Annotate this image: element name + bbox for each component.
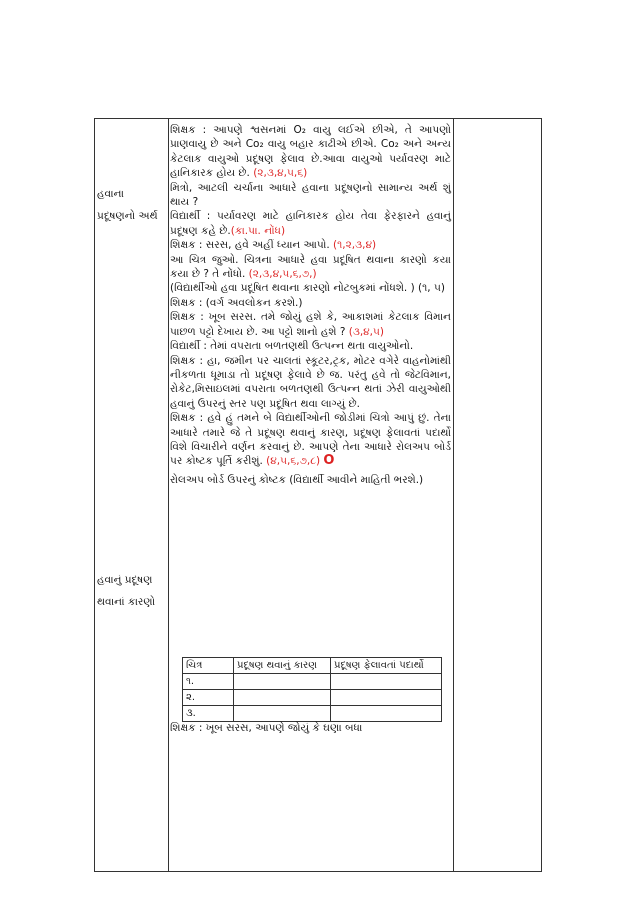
paragraph: આ ચિત્ર જુઓ. ચિત્રના આધારે હવા પ્રદૂષિત થવાના કારણો કયા કયા છે ? તે નોંધો. (૨,૩,૪,૫,૬,૭,)	[170, 253, 451, 281]
reference-code: (કા.પા. નોંધ)	[230, 224, 286, 237]
rollup-board-table	[182, 657, 442, 722]
row-label-air-pollution-meaning	[97, 183, 167, 227]
paragraph: (વિદ્યાર્થીઓ હવા પ્રદૂષિત થવાના કારણો નોટબુકમાં નોંધશે. ) (૧, ૫)	[170, 282, 445, 295]
table-cell: ૩.	[183, 706, 234, 722]
table-row	[183, 690, 442, 706]
paragraph: શિક્ષક : હા, જમીન પર ચાલતાં સ્કૂટર,ટ્રક, મોટર વગેરે વાહનોમાંથી નીકળતા ધૂમાડા તો પ્રદૂષણ ફેલાવે છે જ. પરંતુ હવે તો જેટવિમાન, રોકેટ,મિસાઇલમાં વપરાતા બળતણથી ઉત્પન્ન થતાં ઝેરી વાયુઓથી હવાનું ઉપરનું સ્તર પણ પ્રદૂષિત થવા લાગ્યું છે.	[170, 354, 451, 410]
row-label-line: પ્રદૂષણનો અર્થ	[97, 210, 158, 222]
lesson-content	[170, 123, 451, 487]
reference-code: (૧,૨,૩,૪)	[333, 239, 377, 252]
row-label-air-pollution-causes	[97, 569, 167, 613]
paragraph: મિત્રો, આટલી ચર્ચાના આધારે હવાના પ્રદૂષણનો સામાન્ય અર્થ શું થાય ?	[170, 181, 451, 209]
paragraph: વિદ્યાર્થી : તેમાં વપરાતા બળતણથી ઉત્પન્ન થતા વાયુઓનો.	[170, 340, 414, 353]
paragraph: શિક્ષક : આપણે શ્વસનમાં O₂ વાયુ લઈએ છીએ, તે આપણો પ્રાણવાયુ છે અને Co₂ વાયુ બહાર કાઢીએ છીએ. Co₂ અને અન્ય કેટલાક વાયુઓ પ્રદૂષણ ફેલાવ છે.આવા વાયુઓ પર્યાવરણ માટે હાનિકારક હોય છે. (૨,૩,૪,૫,૬)	[170, 124, 451, 180]
paragraph: રોલઅપ બોર્ડ ઉપરનું કોષ્ટક (વિદ્યાર્થી આવીને માહિતી ભરશે.)	[170, 473, 424, 486]
table-cell: ૧.	[183, 674, 234, 690]
paragraph: શિક્ષક : (વર્ગ અવલોકન કરશે.)	[170, 296, 303, 309]
table-cell: ૨.	[183, 690, 234, 706]
table-row	[183, 706, 442, 722]
lesson-table	[94, 118, 542, 872]
paragraph: શિક્ષક : ખૂબ સરસ. તમે જોયું હશે કે, આકાશમાં કેટલાક વિમાન પાછળ પટ્ટો દેખાય છે. આ પટ્ટો શાનો હશે ? (૩,૪,૫)	[170, 311, 451, 338]
table-row	[183, 674, 442, 690]
row-label-line: હવાનું પ્રદૂષણ	[97, 574, 153, 586]
reference-code: (૨,૩,૪,૫,૬,૭,)	[248, 268, 317, 281]
table-header: પ્રદૂષણ ફેલાવતાં પદાર્થો	[331, 658, 442, 674]
table-header: ચિત્ર	[183, 658, 234, 674]
column-divider	[168, 119, 169, 871]
circle-mark: O	[323, 453, 335, 469]
row-label-line: હવાના	[97, 188, 124, 200]
paragraph: શિક્ષક : સરસ, હવે અહીં ધ્યાન આપો. (૧,૨,૩,૪)	[170, 239, 377, 252]
reference-code: (૩,૪,૫)	[348, 325, 385, 338]
reference-code: (૨,૩,૪,૫,૬)	[253, 167, 308, 180]
row-label-line: થવાનાં કારણો	[97, 596, 156, 608]
reference-code: (૪,૫,૬,૭,૮)	[266, 455, 321, 468]
table-header: પ્રદૂષણ થવાનું કારણ	[234, 658, 331, 674]
paragraph: શિક્ષક : ખૂબ સરસ, આપણે જોયું કે ઘણા બધા	[170, 722, 363, 734]
paragraph: શિક્ષક : હવે હું તમને બે વિદ્યાર્થીઓની જોડીમાં ચિત્રો આપું છું. તેના આધારે તમારે જે તે પ્રદૂષણ થવાનું કારણ, પ્રદૂષણ ફેલાવતાં પદાર્થો વિશે વિચારીને વર્ણન કરવાનું છે. આપણે તેના આધારે રોલઅપ બોર્ડ પર કોષ્ટક પૂર્તિ કરીશું. (૪,૫,૬,૭,૮) O	[170, 412, 451, 469]
paragraph: વિદ્યાર્થી : પર્યાવરણ માટે હાનિકારક હોય તેવા ફેરફારને હવાનું પ્રદૂષણ કહે છે.(કા.પા. નોંધ)	[170, 210, 451, 237]
column-divider	[453, 119, 454, 871]
table-header-row	[183, 658, 442, 674]
